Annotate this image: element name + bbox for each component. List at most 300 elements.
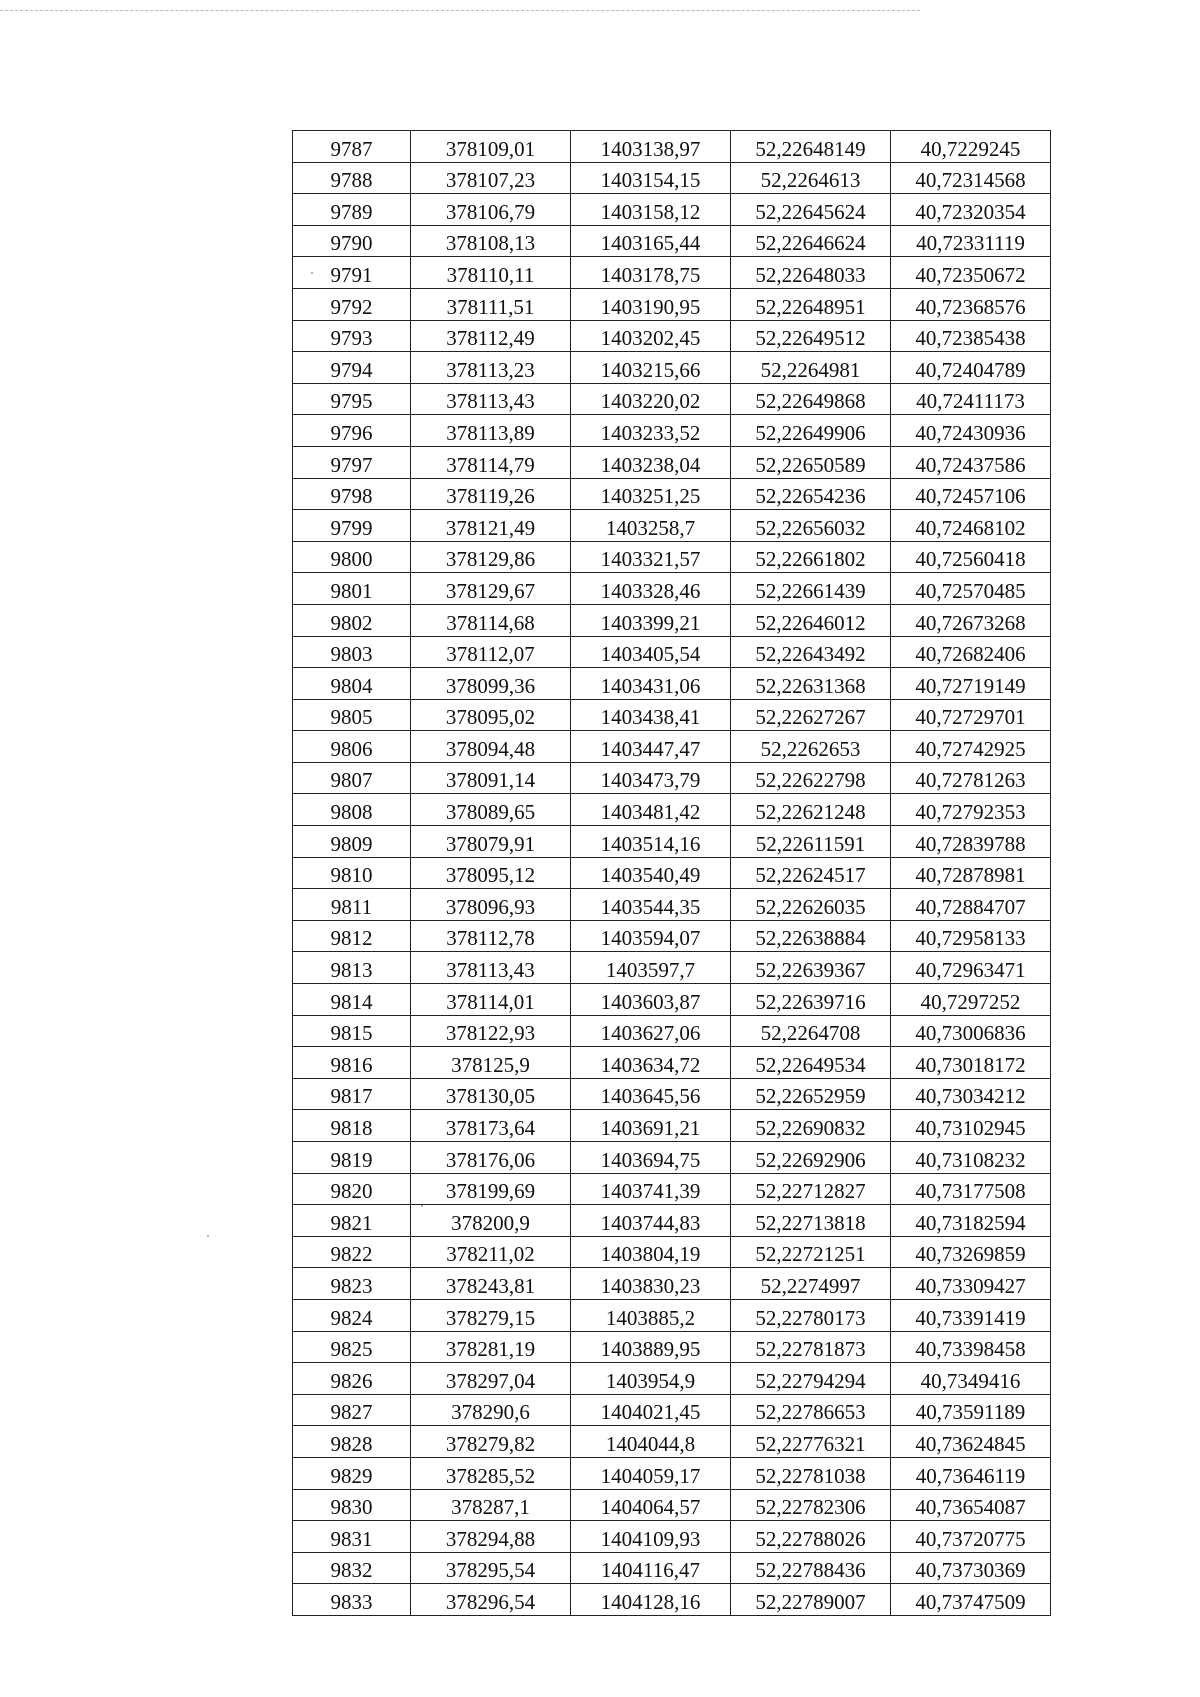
- table-row: [293, 699, 1051, 731]
- longitude-cell: [891, 415, 1051, 447]
- point-number-cell: [293, 668, 411, 700]
- cell-text: 378279,15: [445, 1305, 536, 1330]
- table-row: [293, 1015, 1051, 1047]
- cell-text: 1403238,04: [600, 452, 701, 477]
- y-coordinate-cell: [571, 541, 731, 573]
- cell-text: 40,72368576: [915, 294, 1026, 319]
- point-number-cell: [293, 731, 411, 763]
- cell-text: 378113,43: [446, 958, 535, 983]
- cell-text: 1403138,97: [600, 136, 701, 161]
- y-coordinate-cell: [571, 1173, 731, 1205]
- table-row: [293, 984, 1051, 1016]
- cell-text: 52,22611591: [755, 831, 866, 856]
- y-coordinate-cell: [571, 1552, 731, 1584]
- cell-text: 9791: [330, 262, 373, 287]
- cell-text: 1404116,47: [601, 1558, 700, 1583]
- longitude-cell: [891, 668, 1051, 700]
- cell-text: 9805: [330, 705, 373, 730]
- cell-text: 1403634,72: [600, 1052, 701, 1077]
- point-number-cell: [293, 1299, 411, 1331]
- cell-text: 40,72314568: [915, 168, 1026, 193]
- cell-text: 1403741,39: [600, 1179, 701, 1204]
- x-coordinate-cell: [411, 1299, 571, 1331]
- cell-text: 378296,54: [445, 1589, 536, 1614]
- cell-text: 52,22789007: [755, 1589, 866, 1614]
- cell-text: 40,72457106: [915, 484, 1026, 509]
- cell-text: 1403473,79: [600, 768, 701, 793]
- point-number-cell: [293, 1521, 411, 1553]
- cell-text: 1403597,7: [605, 958, 696, 983]
- latitude-cell: [731, 889, 891, 921]
- table-row: [293, 794, 1051, 826]
- cell-text: 378114,68: [446, 610, 535, 635]
- point-number-cell: [293, 1552, 411, 1584]
- cell-text: 1403627,06: [600, 1021, 701, 1046]
- table-row: [293, 826, 1051, 858]
- latitude-cell: [731, 162, 891, 194]
- longitude-cell: [891, 1521, 1051, 1553]
- latitude-cell: [731, 383, 891, 415]
- x-coordinate-cell: [411, 446, 571, 478]
- x-coordinate-cell: [411, 794, 571, 826]
- latitude-cell: [731, 320, 891, 352]
- table-row: [293, 636, 1051, 668]
- cell-text: 52,22648033: [755, 262, 866, 287]
- cell-text: 52,22624517: [755, 863, 866, 888]
- point-number-cell: [293, 952, 411, 984]
- y-coordinate-cell: [571, 1078, 731, 1110]
- cell-text: 40,72958133: [915, 926, 1026, 951]
- cell-text: 52,22776321: [755, 1431, 866, 1456]
- cell-text: 52,22661439: [755, 578, 866, 603]
- cell-text: 40,72331119: [916, 231, 1025, 256]
- cell-text: 52,22646624: [755, 231, 866, 256]
- cell-text: 1403202,45: [600, 326, 701, 351]
- cell-text: 40,72839788: [915, 831, 1026, 856]
- x-coordinate-cell: [411, 1584, 571, 1616]
- latitude-cell: [731, 952, 891, 984]
- longitude-cell: [891, 731, 1051, 763]
- x-coordinate-cell: [411, 478, 571, 510]
- y-coordinate-cell: [571, 889, 731, 921]
- cell-text: 378119,26: [446, 484, 535, 509]
- latitude-cell: [731, 699, 891, 731]
- longitude-cell: [891, 826, 1051, 858]
- y-coordinate-cell: [571, 920, 731, 952]
- cell-text: 9832: [330, 1558, 373, 1583]
- cell-text: 40,73108232: [915, 1147, 1026, 1172]
- cell-text: 52,22649512: [755, 326, 866, 351]
- cell-text: 40,72729701: [915, 705, 1026, 730]
- cell-text: 52,22643492: [755, 642, 866, 667]
- table-row: [293, 952, 1051, 984]
- x-coordinate-cell: [411, 257, 571, 289]
- x-coordinate-cell: [411, 1394, 571, 1426]
- point-number-cell: [293, 1394, 411, 1426]
- cell-text: 9813: [330, 958, 373, 983]
- cell-text: 378285,52: [445, 1463, 536, 1488]
- cell-text: 378110,11: [446, 262, 535, 287]
- cell-text: 1403544,35: [600, 894, 701, 919]
- cell-text: 378129,86: [445, 547, 536, 572]
- x-coordinate-cell: [411, 1552, 571, 1584]
- cell-text: 40,72560418: [915, 547, 1026, 572]
- cell-text: 378281,19: [445, 1337, 536, 1362]
- latitude-cell: [731, 1047, 891, 1079]
- table-row: [293, 288, 1051, 320]
- table-row: [293, 1489, 1051, 1521]
- latitude-cell: [731, 1078, 891, 1110]
- point-number-cell: [293, 541, 411, 573]
- cell-text: 378114,01: [446, 989, 535, 1014]
- x-coordinate-cell: [411, 573, 571, 605]
- cell-text: 1403158,12: [600, 199, 701, 224]
- y-coordinate-cell: [571, 1236, 731, 1268]
- longitude-cell: [891, 162, 1051, 194]
- cell-text: 40,73391419: [915, 1305, 1026, 1330]
- point-number-cell: [293, 225, 411, 257]
- point-number-cell: [293, 162, 411, 194]
- table-row: [293, 541, 1051, 573]
- cell-text: 378094,48: [445, 736, 536, 761]
- longitude-cell: [891, 920, 1051, 952]
- cell-text: 9811: [330, 894, 373, 919]
- cell-text: 9801: [330, 578, 373, 603]
- cell-text: 378106,79: [445, 199, 536, 224]
- cell-text: 40,72682406: [915, 642, 1026, 667]
- cell-text: 40,72320354: [915, 199, 1026, 224]
- cell-text: 52,22649906: [755, 420, 866, 445]
- cell-text: 378108,13: [445, 231, 536, 256]
- cell-text: 378297,04: [445, 1368, 536, 1393]
- latitude-cell: [731, 446, 891, 478]
- cell-text: 52,22639716: [755, 989, 866, 1014]
- cell-text: 9799: [330, 515, 373, 540]
- y-coordinate-cell: [571, 1299, 731, 1331]
- cell-text: 378099,36: [445, 673, 536, 698]
- cell-text: 9788: [330, 168, 373, 193]
- cell-text: 52,22650589: [755, 452, 866, 477]
- x-coordinate-cell: [411, 1268, 571, 1300]
- table-row: [293, 1205, 1051, 1237]
- cell-text: 9829: [330, 1463, 373, 1488]
- latitude-cell: [731, 288, 891, 320]
- longitude-cell: [891, 857, 1051, 889]
- table-row: [293, 1363, 1051, 1395]
- cell-text: 52,22645624: [755, 199, 866, 224]
- cell-text: 40,72963471: [915, 958, 1026, 983]
- y-coordinate-cell: [571, 383, 731, 415]
- point-number-cell: [293, 573, 411, 605]
- cell-text: 40,73624845: [915, 1431, 1026, 1456]
- cell-text: 52,22626035: [755, 894, 866, 919]
- cell-text: 52,2262653: [760, 736, 861, 761]
- cell-text: 52,22646012: [755, 610, 866, 635]
- cell-text: 52,22639367: [755, 958, 866, 983]
- cell-text: 378109,01: [445, 136, 536, 161]
- y-coordinate-cell: [571, 636, 731, 668]
- cell-text: 1404064,57: [600, 1495, 701, 1520]
- table-row: [293, 1299, 1051, 1331]
- point-number-cell: [293, 857, 411, 889]
- cell-text: 52,22788026: [755, 1526, 866, 1551]
- cell-text: 40,72404789: [915, 357, 1026, 382]
- cell-text: 40,73309427: [915, 1273, 1026, 1298]
- x-coordinate-cell: [411, 1142, 571, 1174]
- x-coordinate-cell: [411, 225, 571, 257]
- cell-text: 378121,49: [445, 515, 536, 540]
- cell-text: 52,22692906: [755, 1147, 866, 1172]
- y-coordinate-cell: [571, 225, 731, 257]
- cell-text: 40,72411173: [916, 389, 1025, 414]
- cell-text: 52,22654236: [755, 484, 866, 509]
- x-coordinate-cell: [411, 162, 571, 194]
- x-coordinate-cell: [411, 984, 571, 1016]
- table-row: [293, 257, 1051, 289]
- cell-text: 1404021,45: [600, 1400, 701, 1425]
- cell-text: 1403251,25: [600, 484, 701, 509]
- cell-text: 1403804,19: [600, 1242, 701, 1267]
- point-number-cell: [293, 446, 411, 478]
- cell-text: 52,2274997: [760, 1273, 861, 1298]
- cell-text: 40,72781263: [915, 768, 1026, 793]
- y-coordinate-cell: [571, 794, 731, 826]
- cell-text: 52,22690832: [755, 1116, 866, 1140]
- cell-text: 9822: [330, 1242, 373, 1267]
- cell-text: 378114,79: [446, 452, 535, 477]
- x-coordinate-cell: [411, 1236, 571, 1268]
- cell-text: 378112,78: [446, 926, 535, 951]
- cell-text: 9821: [330, 1210, 373, 1235]
- longitude-cell: [891, 1363, 1051, 1395]
- longitude-cell: [891, 320, 1051, 352]
- point-number-cell: [293, 1173, 411, 1205]
- y-coordinate-cell: [571, 1457, 731, 1489]
- cell-text: 378122,93: [445, 1021, 536, 1046]
- latitude-cell: [731, 510, 891, 542]
- cell-text: 40,73720775: [915, 1526, 1026, 1551]
- cell-text: 9800: [330, 547, 373, 572]
- latitude-cell: [731, 1363, 891, 1395]
- point-number-cell: [293, 1268, 411, 1300]
- y-coordinate-cell: [571, 1142, 731, 1174]
- point-number-cell: [293, 320, 411, 352]
- cell-text: 9825: [330, 1337, 373, 1362]
- table-row: [293, 1394, 1051, 1426]
- coordinates-table-body: [293, 131, 1051, 1616]
- cell-text: 40,73269859: [915, 1242, 1026, 1267]
- x-coordinate-cell: [411, 352, 571, 384]
- cell-text: 378091,14: [445, 768, 536, 793]
- cell-text: 40,72673268: [915, 610, 1026, 635]
- cell-text: 1403889,95: [600, 1337, 701, 1362]
- cell-text: 1403830,23: [600, 1273, 701, 1298]
- cell-text: 52,22627267: [755, 705, 866, 730]
- table-row: [293, 225, 1051, 257]
- cell-text: 1403220,02: [600, 389, 701, 414]
- longitude-cell: [891, 352, 1051, 384]
- cell-text: 52,22661802: [755, 547, 866, 572]
- cell-text: 378200,9: [451, 1210, 530, 1235]
- cell-text: 40,7229245: [920, 136, 1021, 161]
- cell-text: 40,72350672: [915, 262, 1026, 287]
- table-row: [293, 1173, 1051, 1205]
- cell-text: 1403694,75: [600, 1147, 701, 1172]
- y-coordinate-cell: [571, 1394, 731, 1426]
- latitude-cell: [731, 1489, 891, 1521]
- cell-text: 9816: [330, 1052, 373, 1077]
- cell-text: 52,22781873: [755, 1337, 866, 1362]
- y-coordinate-cell: [571, 1521, 731, 1553]
- longitude-cell: [891, 1173, 1051, 1205]
- point-number-cell: [293, 1078, 411, 1110]
- latitude-cell: [731, 1015, 891, 1047]
- x-coordinate-cell: [411, 1426, 571, 1458]
- y-coordinate-cell: [571, 1489, 731, 1521]
- cell-text: 52,22621248: [755, 800, 866, 825]
- cell-text: 9830: [330, 1495, 373, 1520]
- cell-text: 52,22638884: [755, 926, 866, 951]
- cell-text: 9789: [330, 199, 373, 224]
- cell-text: 1403447,47: [600, 736, 701, 761]
- y-coordinate-cell: [571, 131, 731, 163]
- longitude-cell: [891, 383, 1051, 415]
- y-coordinate-cell: [571, 604, 731, 636]
- cell-text: 378287,1: [451, 1495, 530, 1520]
- longitude-cell: [891, 762, 1051, 794]
- latitude-cell: [731, 1584, 891, 1616]
- cell-text: 52,22782306: [755, 1495, 866, 1520]
- cell-text: 378295,54: [445, 1558, 536, 1583]
- cell-text: 378130,05: [445, 1084, 536, 1109]
- x-coordinate-cell: [411, 952, 571, 984]
- cell-text: 9827: [330, 1400, 373, 1425]
- cell-text: 40,72385438: [915, 326, 1026, 351]
- cell-text: 1403258,7: [605, 515, 696, 540]
- cell-text: 9831: [330, 1526, 373, 1551]
- cell-text: 378113,89: [446, 420, 535, 445]
- y-coordinate-cell: [571, 731, 731, 763]
- cell-text: 1403438,41: [600, 705, 701, 730]
- cell-text: 40,73747509: [915, 1589, 1026, 1614]
- latitude-cell: [731, 352, 891, 384]
- cell-text: 40,73018172: [915, 1052, 1026, 1077]
- cell-text: 40,73177508: [915, 1179, 1026, 1204]
- table-row: [293, 889, 1051, 921]
- cell-text: 40,7297252: [920, 989, 1021, 1014]
- cell-text: 9823: [330, 1273, 373, 1298]
- longitude-cell: [891, 573, 1051, 605]
- table-row: [293, 857, 1051, 889]
- cell-text: 1403645,56: [600, 1084, 701, 1109]
- longitude-cell: [891, 1078, 1051, 1110]
- x-coordinate-cell: [411, 1457, 571, 1489]
- cell-text: 1403885,2: [605, 1305, 696, 1330]
- table-row: [293, 573, 1051, 605]
- table-row: [293, 320, 1051, 352]
- cell-text: 1403399,21: [600, 610, 701, 635]
- latitude-cell: [731, 1457, 891, 1489]
- latitude-cell: [731, 1268, 891, 1300]
- longitude-cell: [891, 1047, 1051, 1079]
- y-coordinate-cell: [571, 257, 731, 289]
- y-coordinate-cell: [571, 826, 731, 858]
- longitude-cell: [891, 1331, 1051, 1363]
- longitude-cell: [891, 510, 1051, 542]
- cell-text: 52,22781038: [755, 1463, 866, 1488]
- cell-text: 9797: [330, 452, 373, 477]
- cell-text: 9796: [330, 420, 373, 445]
- cell-text: 40,73182594: [915, 1210, 1026, 1235]
- cell-text: 1404044,8: [605, 1431, 696, 1456]
- longitude-cell: [891, 288, 1051, 320]
- cell-text: 9793: [330, 326, 373, 351]
- point-number-cell: [293, 762, 411, 794]
- table-row: [293, 604, 1051, 636]
- latitude-cell: [731, 478, 891, 510]
- point-number-cell: [293, 194, 411, 226]
- latitude-cell: [731, 857, 891, 889]
- longitude-cell: [891, 984, 1051, 1016]
- latitude-cell: [731, 920, 891, 952]
- latitude-cell: [731, 415, 891, 447]
- cell-text: 378279,82: [445, 1431, 536, 1456]
- cell-text: 1403691,21: [600, 1116, 701, 1140]
- latitude-cell: [731, 541, 891, 573]
- table-row: [293, 1110, 1051, 1142]
- longitude-cell: [891, 1236, 1051, 1268]
- y-coordinate-cell: [571, 1584, 731, 1616]
- cell-text: 378079,91: [445, 831, 536, 856]
- cell-text: 9819: [330, 1147, 373, 1172]
- cell-text: 378107,23: [445, 168, 536, 193]
- cell-text: 52,2264708: [760, 1021, 861, 1046]
- cell-text: 40,73591189: [915, 1400, 1026, 1425]
- latitude-cell: [731, 194, 891, 226]
- x-coordinate-cell: [411, 889, 571, 921]
- longitude-cell: [891, 952, 1051, 984]
- latitude-cell: [731, 668, 891, 700]
- table-row: [293, 162, 1051, 194]
- cell-text: 378176,06: [445, 1147, 536, 1172]
- cell-text: 52,22786653: [755, 1400, 866, 1425]
- x-coordinate-cell: [411, 699, 571, 731]
- cell-text: 9790: [330, 231, 373, 256]
- cell-text: 1403328,46: [600, 578, 701, 603]
- cell-text: 378111,51: [446, 294, 535, 319]
- cell-text: 1403603,87: [600, 989, 701, 1014]
- x-coordinate-cell: [411, 920, 571, 952]
- table-row: [293, 1268, 1051, 1300]
- cell-text: 40,73398458: [915, 1337, 1026, 1362]
- cell-text: 1403514,16: [600, 831, 701, 856]
- cell-text: 40,73654087: [915, 1495, 1026, 1520]
- cell-text: 40,72430936: [915, 420, 1026, 445]
- x-coordinate-cell: [411, 1110, 571, 1142]
- x-coordinate-cell: [411, 731, 571, 763]
- point-number-cell: [293, 1584, 411, 1616]
- y-coordinate-cell: [571, 952, 731, 984]
- y-coordinate-cell: [571, 1363, 731, 1395]
- latitude-cell: [731, 1521, 891, 1553]
- cell-text: 40,73006836: [915, 1021, 1026, 1046]
- table-row: [293, 920, 1051, 952]
- cell-text: 378089,65: [445, 800, 536, 825]
- y-coordinate-cell: [571, 1268, 731, 1300]
- point-number-cell: [293, 478, 411, 510]
- cell-text: 9824: [330, 1305, 373, 1330]
- cell-text: 40,72742925: [915, 736, 1026, 761]
